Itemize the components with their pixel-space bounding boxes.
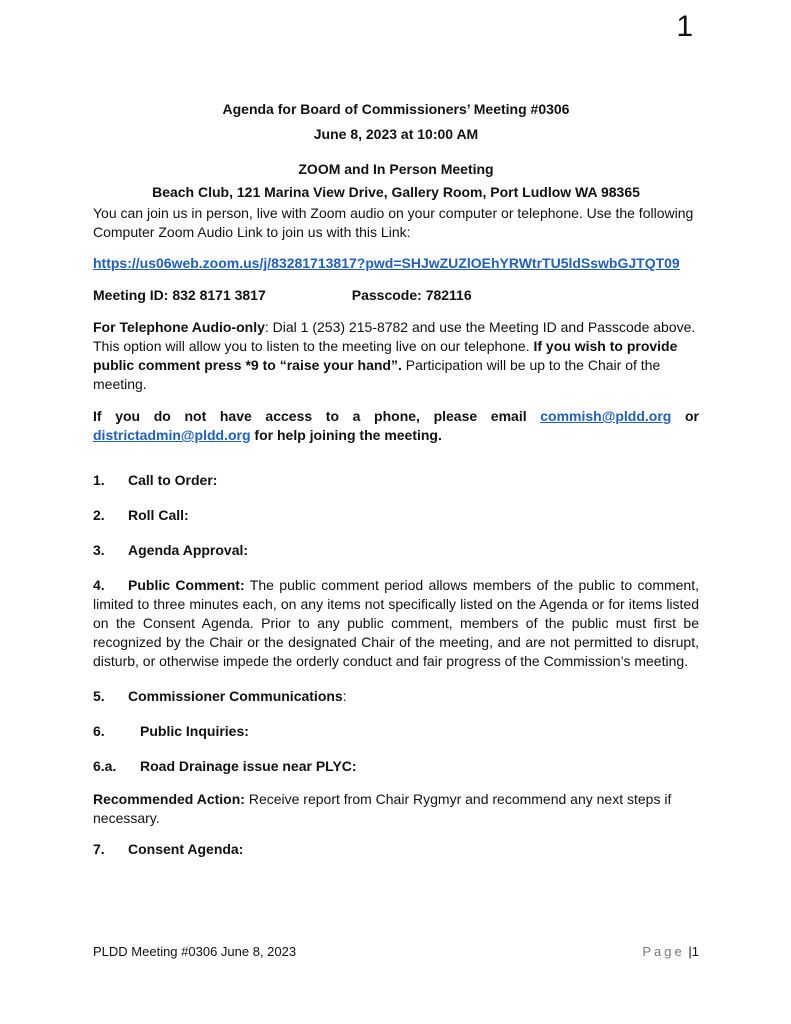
public-comment-instruction: If you wish to provide public comment press *9 to “raise your hand”.	[93, 338, 678, 373]
agenda-item-commissioner-communications	[93, 687, 699, 706]
page-footer	[93, 944, 699, 959]
footer-page-num: 1	[691, 944, 699, 959]
agenda-item-call-to-order	[93, 471, 699, 490]
page-number-top: 1	[676, 10, 693, 43]
item-number: 6.a.	[93, 758, 117, 774]
email-link-districtadmin[interactable]: districtadmin@pldd.org	[93, 427, 251, 443]
telephone-text: : Dial 1 (253) 215-8782 and use the Meeting ID and Passcode above. This option will allow you to listen to the meeting live on our telephone.	[93, 319, 696, 354]
item-number: 5.	[93, 688, 105, 704]
agenda-item-roll-call	[93, 506, 699, 525]
document-body	[93, 100, 699, 875]
no-access-note	[93, 407, 699, 445]
item-number: 7.	[93, 841, 105, 857]
telephone-label: For Telephone Audio-only	[93, 319, 265, 335]
no-access-or: or	[671, 408, 699, 424]
item-colon: :	[342, 688, 347, 704]
intro-text: You can join us in person, live with Zoom audio on your computer or telephone. Use the following Computer Zoom Audio Link to join us with this Link:	[93, 205, 694, 240]
item-label: Agenda Approval:	[128, 542, 249, 558]
recommended-action	[93, 790, 699, 828]
agenda-list	[93, 471, 699, 859]
item-label: Commissioner Communications	[128, 688, 343, 704]
email-link-commish[interactable]: commish@pldd.org	[540, 408, 672, 424]
meeting-location: Beach Club, 121 Marina View Drive, Gallery Room, Port Ludlow WA 98365	[152, 184, 640, 200]
agenda-item-consent-agenda	[93, 840, 699, 859]
item-number: 1.	[93, 472, 105, 488]
no-access-tail: for help joining the meeting.	[250, 427, 442, 443]
footer-meeting-label: PLDD Meeting #0306 June 8, 2023	[93, 944, 297, 959]
recommended-action-label: Recommended Action:	[93, 791, 245, 807]
agenda-item-agenda-approval	[93, 541, 699, 560]
item-label: Consent Agenda:	[128, 841, 244, 857]
item-number: 2.	[93, 507, 105, 523]
item-number: 4.	[93, 577, 105, 593]
meeting-type: ZOOM and In Person Meeting	[298, 161, 494, 177]
item-label: Roll Call:	[128, 507, 189, 523]
meeting-credentials	[93, 286, 699, 305]
no-access-text: If you do not have access to a phone, please email	[93, 408, 541, 424]
public-comment-text: The public comment period allows members of the public to comment, limited to three minutes each, on any items not specifically listed on the Agenda or for items listed on the Consent Agenda. Prior to any public comment, members of the public must first be recognized by the Chair or the designated Chair of the meeting, and are not permitted to disrupt, disturb, or otherwise impede the orderly conduct and fair progress of the Commission’s meeting.	[93, 577, 699, 669]
footer-page-number	[642, 944, 699, 959]
item-label: Public Comment:	[128, 577, 245, 593]
item-label: Call to Order:	[128, 472, 218, 488]
telephone-instructions	[93, 318, 699, 394]
agenda-title: Agenda for Board of Commissioners’ Meeting #0306	[222, 101, 570, 117]
meeting-date: June 8, 2023 at 10:00 AM	[313, 126, 479, 142]
meeting-id: Meeting ID: 832 8171 3817	[93, 287, 266, 303]
item-label: Road Drainage issue near PLYC:	[140, 758, 357, 774]
footer-separator: |	[684, 944, 692, 959]
passcode: Passcode: 782116	[351, 287, 472, 303]
zoom-link-paragraph	[93, 254, 699, 273]
item-number: 6.	[93, 723, 105, 739]
recommended-action-text: Receive report from Chair Rygmyr and recommend any next steps if necessary.	[93, 791, 672, 826]
agenda-item-public-comment	[93, 576, 699, 671]
zoom-link[interactable]: https://us06web.zoom.us/j/83281713817?pwd=SHJwZUZlOEhYRWtrTU5ldSswbGJTQT09	[93, 255, 680, 271]
agenda-item-public-inquiries	[93, 722, 699, 741]
participation-note: Participation will be up to the Chair of the meeting.	[93, 357, 661, 392]
item-number: 3.	[93, 542, 105, 558]
agenda-item-road-drainage	[93, 757, 699, 776]
footer-page-word: Page	[642, 944, 685, 959]
item-label: Public Inquiries:	[140, 723, 249, 739]
